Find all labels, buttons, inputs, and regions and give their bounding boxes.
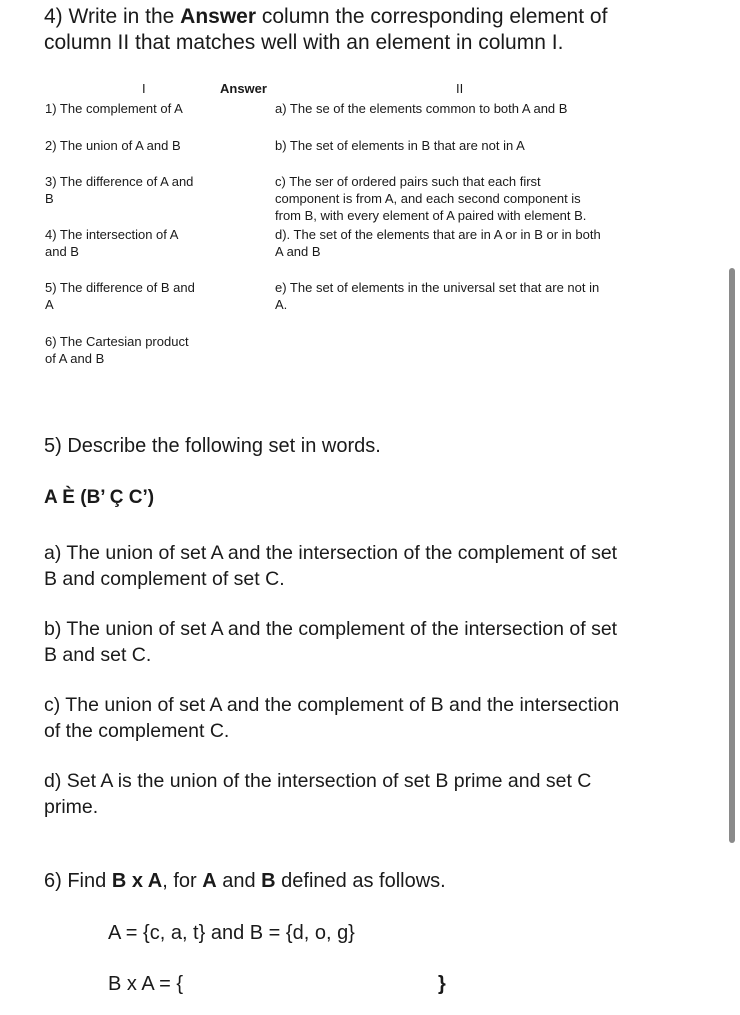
column-2-item: d). The set of the elements that are in A or in B or in both A and B: [275, 227, 601, 259]
question-4-title: [44, 4, 607, 30]
q4-text-bold: Answer: [180, 5, 257, 28]
answer-open: B x A = {: [108, 973, 184, 995]
option-a: a) The union of set A and the intersection of the complement of set B and complement of set C.: [44, 542, 618, 590]
option-d: d) Set A is the union of the intersection of set B prime and set C prime.: [44, 770, 592, 818]
question-5-title: 5) Describe the following set in words.: [44, 435, 381, 457]
column-1-item: 3) The difference of A and B: [45, 174, 194, 206]
column-1-item: 1) The complement of A: [45, 101, 183, 116]
column-1-item: 6) The Cartesian product of A and B: [45, 334, 189, 366]
set-definitions: A = {c, a, t} and B = {d, o, g}: [108, 922, 355, 944]
column-1-item: 4) The intersection of A and B: [45, 227, 179, 259]
option-c: c) The union of set A and the complement of B and the intersection of the complement C.: [44, 694, 620, 742]
vertical-scrollbar[interactable]: [729, 268, 735, 843]
question-4-title-line2: column II that matches well with an element in column I.: [44, 31, 564, 54]
set-expression: A È (B’ Ç C’): [44, 487, 155, 508]
question-6-title: 6) Find B x A, for A and B defined as follows.: [44, 870, 446, 892]
column-2-item: c) The ser of ordered pairs such that each first component is from A, and each second component is from B, with every element of A paired with element B.: [275, 174, 587, 223]
column-2-item: b) The set of elements in B that are not in A: [275, 138, 525, 153]
answer-close: }: [438, 973, 446, 995]
column-2-item: a) The se of the elements common to both A and B: [275, 101, 568, 116]
column-1-item: 2) The union of A and B: [45, 138, 181, 153]
column-2-item: e) The set of elements in the universal set that are not in A.: [275, 280, 600, 312]
column-1-header: I: [142, 81, 146, 96]
option-b: b) The union of set A and the complement of the intersection of set B and set C.: [44, 618, 618, 666]
column-2-header: II: [456, 81, 464, 96]
answer-column-header: Answer: [220, 81, 267, 96]
q4-text-pre: 4) Write in the: [44, 5, 181, 28]
column-1-item: 5) The difference of B and A: [45, 280, 195, 312]
q4-text-post: column the corresponding element of: [256, 5, 608, 28]
